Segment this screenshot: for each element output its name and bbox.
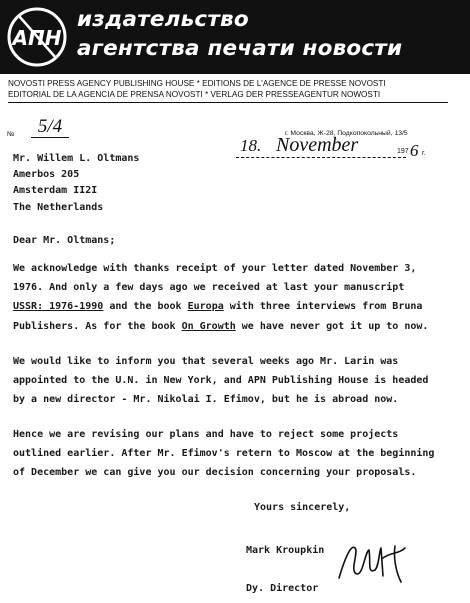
letterhead-subtitle-1: NOVOSTI PRESS AGENCY PUBLISHING HOUSE * EDITIONS DE L'AGENCE DE PRESSE NOVOSTI xyxy=(8,79,386,88)
paragraph1-line1: We acknowledge with thanks receipt of your letter dated November 3, xyxy=(13,263,417,274)
logo-text: АПН xyxy=(12,26,62,50)
paragraph3-line3: of December we can give you our decision concerning your proposals. xyxy=(13,467,417,478)
date-year-prefix: 197 xyxy=(397,148,409,155)
paragraph3-line1: Hence we are revising our plans and have to reject some projects xyxy=(13,429,399,440)
recipient-city: Amsterdam II2I xyxy=(13,185,98,196)
printed-address: г. Москва, Ж-28, Подкопокольный, 13/5 xyxy=(285,130,408,137)
date-line xyxy=(236,157,406,158)
recipient-street: Amerbos 205 xyxy=(13,169,80,180)
date-year-end: 6 xyxy=(410,141,419,160)
signer-title: Dy. Director xyxy=(246,583,319,594)
recipient-name: Mr. Willem L. Oltmans xyxy=(13,153,140,164)
letterhead-banner xyxy=(0,0,470,74)
publisher-title-line1: издательство xyxy=(77,7,249,32)
reference-number-label: № xyxy=(7,131,15,138)
recipient-country: The Netherlands xyxy=(13,202,104,213)
publisher-title-line2: агентства печати новости xyxy=(77,36,403,61)
paragraph2-line1: We would like to inform you that several weeks ago Mr. Larin was xyxy=(13,356,399,367)
paragraph1-line2: 1976. And only a few days ago we received at last your manuscript xyxy=(13,282,405,293)
book-title-europa: Europa xyxy=(187,301,224,312)
manuscript-title: USSR: 1976-1990 xyxy=(13,301,104,312)
reference-number: 5/4 xyxy=(31,117,69,138)
signer-name: Mark Kroupkin xyxy=(246,545,325,556)
salutation: Dear Mr. Oltmans; xyxy=(13,235,116,246)
date-day: 18. xyxy=(240,136,262,155)
date-suffix: г. xyxy=(422,150,426,157)
paragraph1-line3: USSR: 1976-1990 and the book Europa with three interviews from Bruna xyxy=(13,301,423,312)
date-month: November xyxy=(276,134,359,156)
header-rule xyxy=(8,102,448,103)
paragraph2-line2: appointed to the U.N. in New York, and APN Publishing House is headed xyxy=(13,375,429,386)
letterhead-subtitle-2: EDITORIAL DE LA AGENCIA DE PRENSA NOVOSTI * VERLAG DER PRESSEAGENTUR NOWOSTI xyxy=(8,90,381,99)
paragraph2-line3: by a new director - Mr. Nikolai I. Efimov, but he is abroad now. xyxy=(13,394,399,405)
book-title-on-growth: On Growth xyxy=(181,321,236,332)
closing: Yours sincerely, xyxy=(254,502,351,513)
handwritten-signature xyxy=(335,538,415,588)
paragraph3-line2: outlined earlier. After Mr. Efimov's retern to Moscow at the beginning xyxy=(13,448,435,459)
apn-logo-icon xyxy=(0,0,74,74)
paragraph1-line4: Publishers. As for the book On Growth we have never got it up to now. xyxy=(13,321,429,332)
